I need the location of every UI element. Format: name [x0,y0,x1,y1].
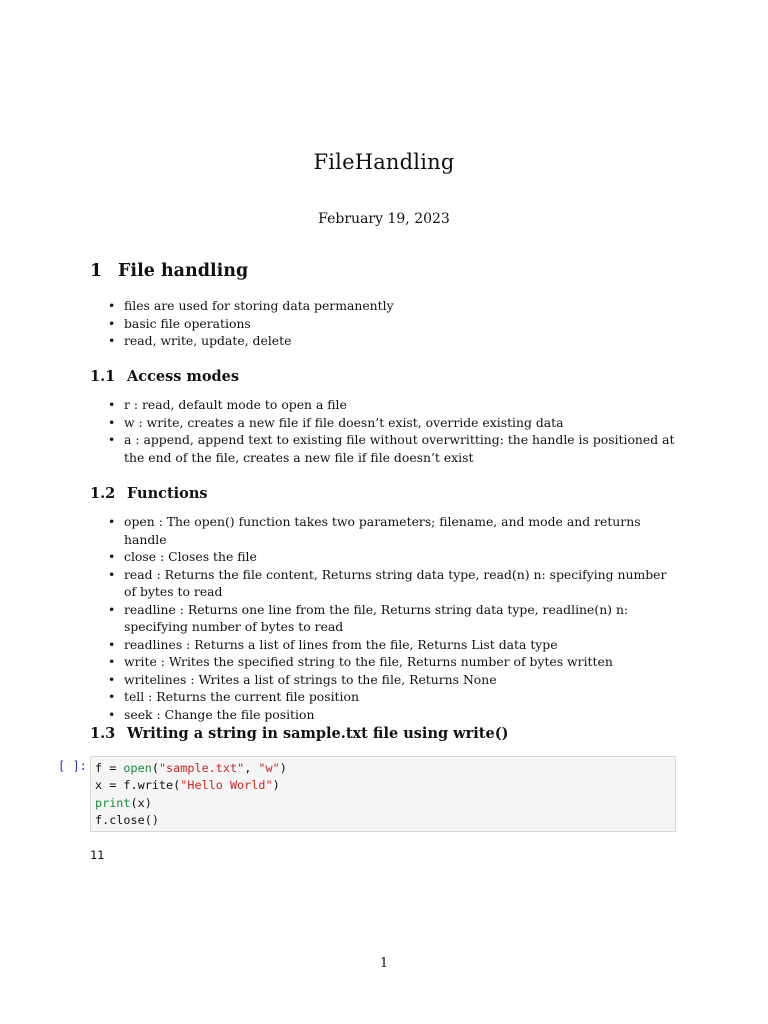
section-heading-writing-string [90,725,508,742]
section-number: 1.2 [90,485,116,502]
code-line [95,795,671,812]
code-function-token: print [95,795,131,810]
section-title: Access modes [127,368,240,385]
code-token: ) [279,761,287,775]
code-cell-input[interactable] [90,756,676,832]
list-item: • read : Returns the file content, Returns string data type, read(n) n: specifying number of bytes to read [106,566,680,601]
code-string-token: "w" [258,761,280,775]
list-item: • files are used for storing data permanently [106,297,680,315]
document-date: February 19, 2023 [318,211,450,227]
section-heading-functions [90,485,208,502]
section-title: Functions [127,485,208,502]
page-number: 1 [379,956,389,971]
list-item: • a : append, append text to existing file without overwritting: the handle is positioned at the end of the file, creates a new file if file doesn’t exist [106,431,680,466]
code-line [95,777,671,794]
section-number: 1 [90,261,103,281]
section-title: File handling [118,261,249,281]
list-item: • read, write, update, delete [106,332,680,350]
code-token: (x) [130,795,152,810]
section-heading-access-modes [90,368,239,385]
section-title: Writing a string in sample.txt file using write() [127,725,509,742]
list-item: • tell : Returns the current file position [106,688,680,706]
list-item: • r : read, default mode to open a file [106,396,680,414]
code-line [95,760,671,777]
section-number: 1.3 [90,725,116,742]
list-item: • readlines : Returns a list of lines from the file, Returns List data type [106,636,680,654]
code-line [95,812,671,829]
code-string-token: "Hello World" [180,778,273,793]
list-item: • readline : Returns one line from the file, Returns string data type, readline(n) n: specifying number of bytes to read [106,601,680,636]
list-item: • w : write, creates a new file if file doesn’t exist, override existing data [106,414,680,432]
list-item: • basic file operations [106,315,680,333]
code-token: x = f.write( [95,778,181,793]
code-function-token: open [123,761,152,775]
code-cell-output: 11 [90,848,105,862]
list-item: • writelines : Writes a list of strings to the file, Returns None [106,671,680,689]
list-item: • close : Closes the file [106,548,680,566]
code-token: f.close() [95,812,159,827]
section-heading-file-handling [90,261,248,281]
bullet-list-file-handling [106,297,680,350]
code-token: ) [272,778,280,793]
list-item: • seek : Change the file position [106,706,680,724]
code-string-token: "sample.txt" [158,761,245,775]
document-title: FileHandling [313,150,455,174]
code-token: f = [95,761,124,775]
section-number: 1.1 [90,368,116,385]
list-item: • write : Writes the specified string to the file, Returns number of bytes written [106,653,680,671]
code-cell-prompt: [ ]: [58,759,87,773]
list-item: • open : The open() function takes two parameters; filename, and mode and returns handle [106,513,680,548]
code-token: ( [151,761,159,775]
bullet-list-access-modes [106,396,680,466]
bullet-list-functions [106,513,680,723]
code-token: , [244,761,259,775]
